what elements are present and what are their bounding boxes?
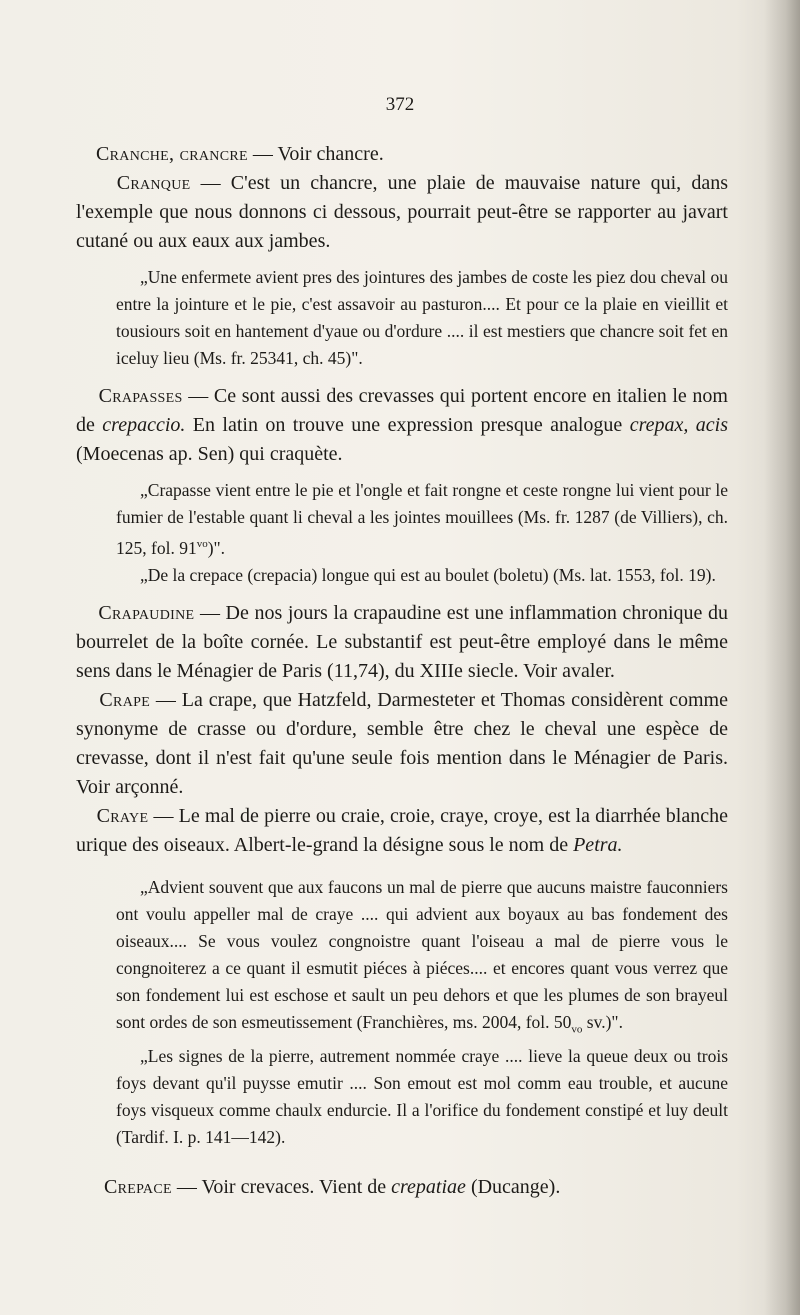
entry-cranque [76, 169, 728, 256]
quote-sub: vo [571, 1023, 583, 1036]
entry-crape [76, 686, 728, 802]
headword: Crape [99, 688, 151, 711]
quote-text: sv.)". [582, 1011, 623, 1032]
entry-text: (Ducange). [465, 1176, 561, 1199]
entry-italic: crepatiae [391, 1176, 466, 1199]
quote-cranque: „Une enfermete avient pres des jointures des jambes de coste les piez dou cheval ou entre la jointure et le pie, c'est assavoir au pasturon.... Et pour ce la plaie en vieillit et tousiours soit en hantement d'yaue ou d'ordure .... il est mestiers que chancre soit fet en iceluy lieu (Ms. fr. 25341, ch. 45)". [116, 267, 728, 368]
quote-craye-1 [76, 874, 728, 1044]
entry-crapaudine [76, 599, 728, 686]
entry-text: — Voir chancre. [247, 143, 384, 165]
headword: Craye [96, 804, 149, 827]
quote-text: )". [207, 537, 226, 558]
entry-text: — La crape, que Hatzfeld, Darmesteter et Thomas considèrent comme synonyme de crasse ou d'ordure, semble être chez le cheval une espèce de crevasse, dont il n'est fait qu'une seule fois mention dans le Ménagier de Paris. Voir arçonné. [76, 688, 728, 798]
headword: Crapasses [98, 385, 183, 407]
entry-text: — De nos jours la crapaudine est une inflammation chronique du bourrelet de la boîte cornée. Le substantif est peut-être employé dans le même sens dans le Ménagier de Paris (11,74), du XIIIe siecle. Voir avaler. [76, 601, 728, 682]
entry-text: — C'est un chancre, une plaie de mauvaise nature qui, dans l'exemple que nous donnons ci dessous, pourrait peut-être se rapporter au javart cutané ou aux eaux aux jambes. [76, 172, 729, 252]
page-number: 372 [385, 94, 415, 115]
headword: Cranque [116, 172, 191, 194]
quote-text: „Crapasse vient entre le pie et l'ongle et fait rongne et ceste rongne lui vient pour le fumier de l'estable quant li cheval a les jointes mouillees (Ms. fr. 1287 (de Villiers), ch. 125, fol. 91 [116, 480, 728, 558]
quote-sup: vo [196, 538, 208, 550]
entry-cranche [76, 140, 728, 169]
quote-text: „Advient souvent que aux faucons un mal de pierre que aucuns maistre fauconniers ont voulu appeller mal de craye .... qui advient aux boyaux au bas fondement des oiseaux.... Se vous voulez congnoistre quant l'oiseau a mal de pierre vous le congnoiterez a ce quant il esmutit piéces à piéces.... et encores quant vous verrez que son fondement lui est eschose et sault un peu dehors et que les plumes de son brayeul sont ordes de son esmeutissement (Franchières, ms. 2004, fol. 50 [116, 876, 728, 1032]
quote-crapasse-1 [76, 477, 728, 562]
entry-crapasses [76, 382, 728, 469]
entry-text: — Le mal de pierre ou craie, croie, craye, croye, est la diarrhée blanche urique des oiseaux. Albert-le-grand la désigne sous le nom de [76, 804, 728, 856]
entry-text: En latin on trouve une expression presque analogue [185, 414, 630, 436]
page-edge-shadow [764, 0, 800, 1315]
quote-crapasse-2: „De la crepace (crepacia) longue qui est au boulet (boletu) (Ms. lat. 1553, fol. 19). [140, 564, 716, 585]
entry-text: (Moecenas ap. Sen) qui craquète. [76, 443, 343, 465]
entry-crepace [76, 1173, 728, 1202]
entry-italic: Petra. [573, 833, 623, 856]
headword: Crepace [104, 1176, 172, 1199]
entry-italic: crepaccio. [102, 414, 186, 436]
entry-text: — Voir crevaces. Vient de [171, 1176, 392, 1199]
quote-craye-2: „Les signes de la pierre, autrement nommée craye .... lieve la queue deux ou trois foys devant qu'il puysse emutir .... Son emout est mol comm eau trouble, et aucune foys visqueux comme chaulx endurcie. Il a l'orifice du fondement constipé et luy deult (Tardif. I. p. 141—142). [116, 1046, 728, 1148]
headword: Crapaudine [98, 601, 195, 624]
entry-craye [76, 802, 728, 860]
headword: Cranche, crancre [96, 143, 248, 165]
page-body [76, 140, 728, 1202]
entry-text: — Ce sont aussi des crevasses qui portent encore en italien le nom de [76, 385, 728, 436]
entry-italic: crepax, acis [629, 414, 729, 436]
